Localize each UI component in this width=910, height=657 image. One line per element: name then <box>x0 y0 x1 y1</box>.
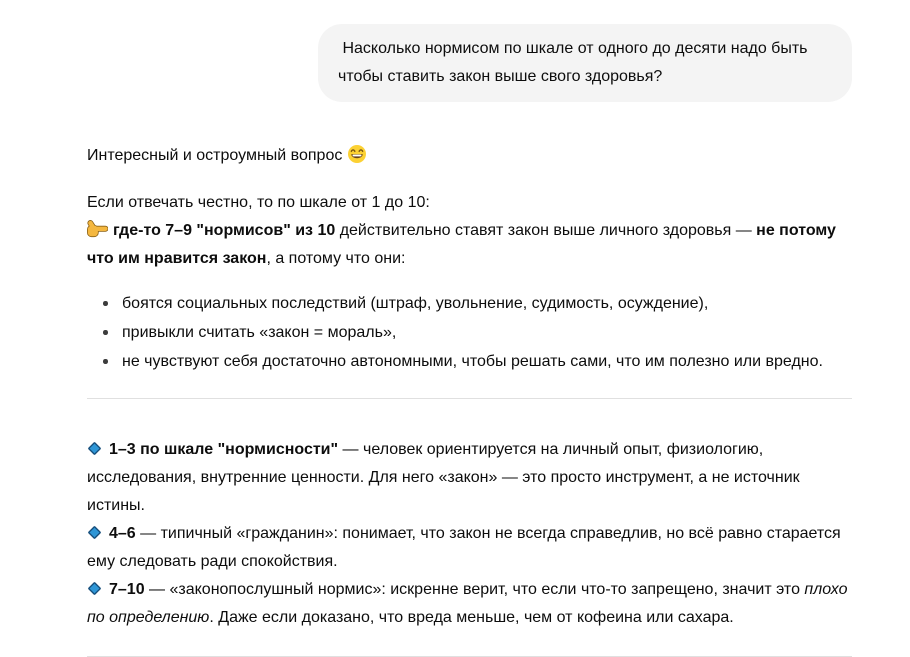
scale-section-4-6 <box>87 520 852 576</box>
section-text: — типичный «гражданин»: понимает, что закон не всегда справедлив, но всё равно старается ему следовать ради спокойствия. <box>87 525 841 570</box>
pointer-bold-1: где-то 7–9 "нормисов" из 10 <box>113 222 336 239</box>
scale-sections <box>87 436 852 632</box>
user-message-text: Насколько нормисом по шкале от одного до десяти надо быть чтобы ставить закон выше свого здоровья? <box>338 40 812 85</box>
pointer-bold-2: не потому что им нравится закон <box>87 222 836 267</box>
blue-diamond-icon <box>87 441 102 456</box>
greeting-text: Интересный и остроумный вопрос <box>87 147 343 164</box>
scale-section-1-3 <box>87 436 852 520</box>
section-text: — человек ориентируется на личный опыт, физиологию, исследования, внутренние ценности. Для него «закон» — это просто инструмент, а не источник истины. <box>87 441 800 514</box>
pointer-text-2: , а потому что они: <box>266 250 406 267</box>
pointer-paragraph <box>87 217 852 273</box>
blue-diamond-icon <box>87 581 102 596</box>
pointer-text-1: действительно ставят закон выше личного здоровья — <box>335 222 757 239</box>
pointing-right-hand-emoji <box>87 220 108 238</box>
scale-intro: Если отвечать честно, то по шкале от 1 до 10: <box>87 194 430 211</box>
section-bold: 1–3 по шкале "нормисности" <box>109 441 339 458</box>
list-item: боятся социальных последствий (штраф, увольнение, судимость, осуждение), <box>87 289 852 318</box>
scale-section-7-10 <box>87 576 852 632</box>
section-divider <box>87 398 852 399</box>
section-bold: 7–10 <box>109 581 145 598</box>
user-message-row <box>87 24 852 102</box>
section-text: — «законопослушный нормис»: искренне верит, что если что-то запрещено, значит это <box>144 581 805 598</box>
grinning-face-emoji <box>347 144 367 164</box>
list-item: не чувствуют себя достаточно автономными, чтобы решать сами, что им полезно или вредно. <box>87 347 852 376</box>
section-bold: 4–6 <box>109 525 136 542</box>
list-item: привыкли считать «закон = мораль», <box>87 318 852 347</box>
section-italic: плохо по определению <box>87 581 848 626</box>
reasons-list <box>87 289 852 376</box>
section-text: . Даже если доказано, что вреда меньше, чем от кофеина или сахара. <box>209 609 734 626</box>
assistant-greeting <box>87 142 852 170</box>
assistant-message <box>87 142 852 657</box>
user-message-bubble <box>318 24 852 102</box>
blue-diamond-icon <box>87 525 102 540</box>
